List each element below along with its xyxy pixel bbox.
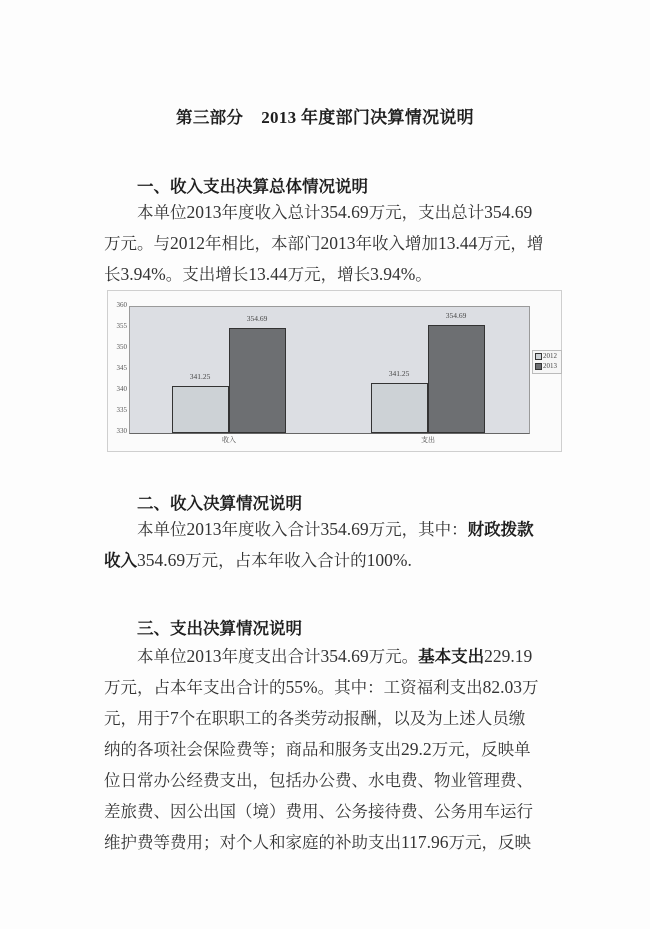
section2-paragraph <box>104 514 574 576</box>
data-label: 341.25 <box>189 372 211 381</box>
para-line: 本单位2013年度收入总计354.69万元，支出总计354.69 <box>137 202 533 222</box>
x-category-expense: 支出 <box>421 436 435 444</box>
section3-paragraph <box>104 641 574 858</box>
emphasis: 基本支出 <box>418 647 485 666</box>
para-line: 收入354.69万元，占本年收入合计的100%. <box>104 550 412 570</box>
page-title <box>0 103 650 128</box>
bar-expense-2012 <box>371 383 428 433</box>
para-line: 维护费等费用；对个人和家庭的补助支出117.96万元，反映 <box>104 832 531 852</box>
y-tick: 360 <box>116 301 127 309</box>
legend-item-2012: 2012 <box>533 351 561 361</box>
section1-heading: 一、收入支出决算总体情况说明 <box>137 177 368 196</box>
bar-income-2012 <box>172 386 229 433</box>
y-tick: 355 <box>116 322 127 330</box>
chart-legend <box>532 350 562 374</box>
part-label: 第三部分 <box>176 108 244 127</box>
y-tick: 340 <box>116 385 127 393</box>
para-line: 位日常办公经费支出，包括办公费、水电费、物业管理费、 <box>104 771 533 790</box>
y-tick: 330 <box>116 427 127 435</box>
para-line: 本单位2013年度收入合计354.69万元，其中：财政拨款 <box>137 519 534 539</box>
y-tick: 335 <box>116 406 127 414</box>
section1-paragraph <box>104 197 574 290</box>
x-category-income: 收入 <box>222 436 236 444</box>
para-line: 长3.94%。支出增长13.44万元，增长3.94%。 <box>104 264 432 284</box>
legend-item-2013: 2013 <box>533 361 561 371</box>
para-line: 差旅费、因公出国（境）费用、公务接待费、公务用车运行 <box>104 802 533 821</box>
income-expense-bar-chart <box>107 290 562 452</box>
emphasis: 收入 <box>104 551 137 570</box>
data-label: 354.69 <box>246 314 268 323</box>
y-tick: 350 <box>116 343 127 351</box>
legend-swatch <box>535 353 542 360</box>
para-line: 纳的各项社会保险费等；商品和服务支出29.2万元，反映单 <box>104 739 531 759</box>
data-label: 354.69 <box>445 311 467 320</box>
para-line: 万元。与2012年相比，本部门2013年收入增加13.44万元，增 <box>104 233 544 253</box>
plot-area <box>129 306 530 434</box>
legend-swatch <box>535 363 542 370</box>
year-title: 2013 年度部门决算情况说明 <box>261 108 474 127</box>
para-line: 万元，占本年支出合计的55%。其中：工资福利支出82.03万 <box>104 677 539 697</box>
bar-expense-2013 <box>428 325 485 433</box>
emphasis: 财政拨款 <box>467 520 534 539</box>
data-label: 341.25 <box>388 369 410 378</box>
para-line: 本单位2013年度支出合计354.69万元。基本支出229.19 <box>137 646 533 666</box>
section2-heading: 二、收入决算情况说明 <box>137 494 302 513</box>
bar-income-2013 <box>229 328 286 433</box>
section3-heading: 三、支出决算情况说明 <box>137 619 302 638</box>
para-line: 元，用于7个在职职工的各类劳动报酬，以及为上述人员缴 <box>104 708 526 728</box>
y-tick: 345 <box>116 364 127 372</box>
